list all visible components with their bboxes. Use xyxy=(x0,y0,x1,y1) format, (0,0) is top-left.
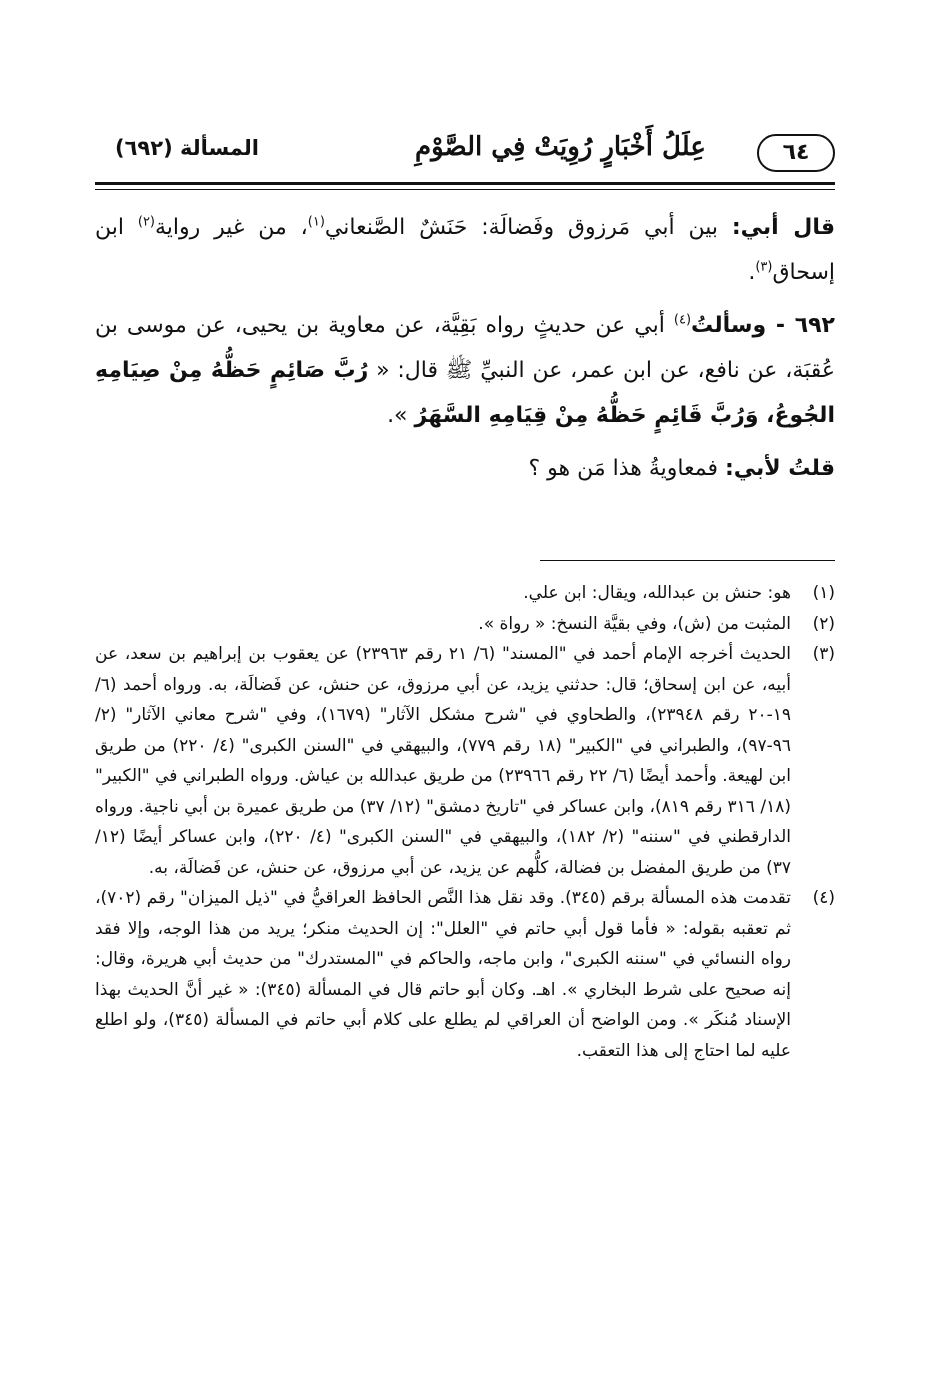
paragraph-text: ابن إسحاق xyxy=(95,215,835,285)
paragraph-text: ، من غير رواية xyxy=(155,215,308,240)
paragraph-abi-statement xyxy=(95,205,835,295)
main-text xyxy=(95,205,835,491)
footnote-text: المثبت من (ش)، وفي بقيَّة النسخ: « رواة ». xyxy=(478,613,791,634)
paragraph-issue-692 xyxy=(95,303,835,438)
footnote-1 xyxy=(95,578,835,609)
footnote-4 xyxy=(95,883,835,1066)
issue-label: المسألة (٦٩٢) xyxy=(115,136,260,160)
hadith-text: رُبَّ صَائِمٍ حَظُّهُ مِنْ صِيَامِهِ الجُوعُ، وَرُبَّ قَائِمٍ حَظُّهُ مِنْ قِيَامِهِ السَّهَرُ xyxy=(95,358,835,428)
book-title: عِلَلُ أَخْبَارٍ رُوِيَتْ فِي الصَّوْمِ xyxy=(415,132,706,162)
running-header xyxy=(95,128,835,184)
issue-number: ٦٩٢ - وسألتُ xyxy=(691,313,835,338)
footnote-number: (٢) xyxy=(812,613,835,634)
footnote-ref: (٤) xyxy=(673,312,692,328)
footnote-separator xyxy=(540,560,835,561)
footnote-number: (٤) xyxy=(812,888,835,908)
paragraph-text: فمعاويةُ هذا مَن هو ؟ xyxy=(528,456,725,481)
footnote-number: (١) xyxy=(812,583,835,603)
footnote-number: (٣) xyxy=(812,644,835,664)
header-rule-thin xyxy=(95,189,835,190)
footnote-3 xyxy=(95,639,835,883)
footnote-2 xyxy=(95,609,835,640)
paragraph-text: بين أبي مَرزوق وفَضالَة: حَنَشٌ الصَّنعاني xyxy=(324,215,732,240)
paragraph-question xyxy=(95,446,835,491)
speaker-label: قال أبي: xyxy=(731,215,836,240)
footnote-ref: (١) xyxy=(307,214,325,230)
footnotes xyxy=(95,578,835,1066)
footnote-text: تقدمت هذه المسألة برقم (٣٤٥). وقد نقل هذا النَّص الحافظ العراقيُّ في "ذيل الميزان" رقم (٧٠٢)، ثم تعقبه بقوله: « فأما قول أبي حاتم في "العلل": إن الحديث منكر؛ يريد من هذا الوجه، وإلا فقد رواه النسائي في "سننه الكبرى"، وابن ماجه، والحاكم في "المستدرك" من حديث أبي هريرة، وقال: إنه صحيح على شرط البخاري ». اهـ. وكان أبو حاتم قال في المسألة (٣٤٥): « غير أنَّ الحديث بهذا الإسناد مُنكَر ». ومن الواضح أن العراقي لم يطلع على كلام أبي حاتم في المسألة (٣٤٥)، ولو اطلع عليه لما احتاج إلى هذا التعقب. xyxy=(95,888,792,1061)
footnote-ref: (٢) xyxy=(137,214,155,230)
footnote-text: الحديث أخرجه الإمام أحمد في "المسند" (٦/ ٢١ رقم ٢٣٩٦٣) عن يعقوب بن إبراهيم بن سعد، عن أبيه، عن ابن إسحاق؛ قال: حدثني يزيد، عن أبي مرزوق، عن حنش، عن فَضالَة، به. ورواه أحمد (٦/ ١٩-٢٠ رقم ٢٣٩٤٨)، والطحاوي في "شرح مشكل الآثار" (١٦٧٩)، وفي "شرح معاني الآثار" (٢/ ٩٦-٩٧)، والطبراني في "الكبير" (١٨ رقم ٧٧٩)، والبيهقي في "السنن الكبرى" (٤/ ٢٢٠) من طريق ابن لهيعة. وأحمد أيضًا (٦/ ٢٢ رقم ٢٣٩٦٦) من طريق عبدالله بن عياش. ورواه الطبراني في "الكبير" (١٨/ ٣١٦ رقم ٨١٩)، وابن عساكر في "تاريخ دمشق" (١٢/ ٣٧) من طريق عميرة بن أبي ناجية. ورواه الدارقطني في "سننه" (٢/ ١٨٢)، والبيهقي في "السنن الكبرى" (٤/ ٢٢٠)، وابن عساكر أيضًا (١٢/ ٣٧) من طريق المفضل بن فضالة، كلُّهم عن يزيد، عن أبي مرزوق، عن حنش، عن فَضالَة، به. xyxy=(95,644,791,878)
header-rule-thick xyxy=(95,182,835,185)
paragraph-text: أبي عن حديثٍ رواه بَقِيَّة، عن معاوية بن يحيى، عن موسى بن عُقبَة، عن نافع، عن ابن عمر، عن النبيِّ ﷺ قال: « xyxy=(95,313,836,383)
footnote-text: هو: حنش بن عبدالله، ويقال: ابن علي. xyxy=(523,583,791,603)
paragraph-text: ». xyxy=(387,403,415,428)
speaker-label: قلتُ لأبي: xyxy=(724,456,835,481)
paragraph-text: . xyxy=(748,260,756,285)
footnote-ref: (٣) xyxy=(755,259,773,275)
page-number: ٦٤ xyxy=(757,134,835,172)
